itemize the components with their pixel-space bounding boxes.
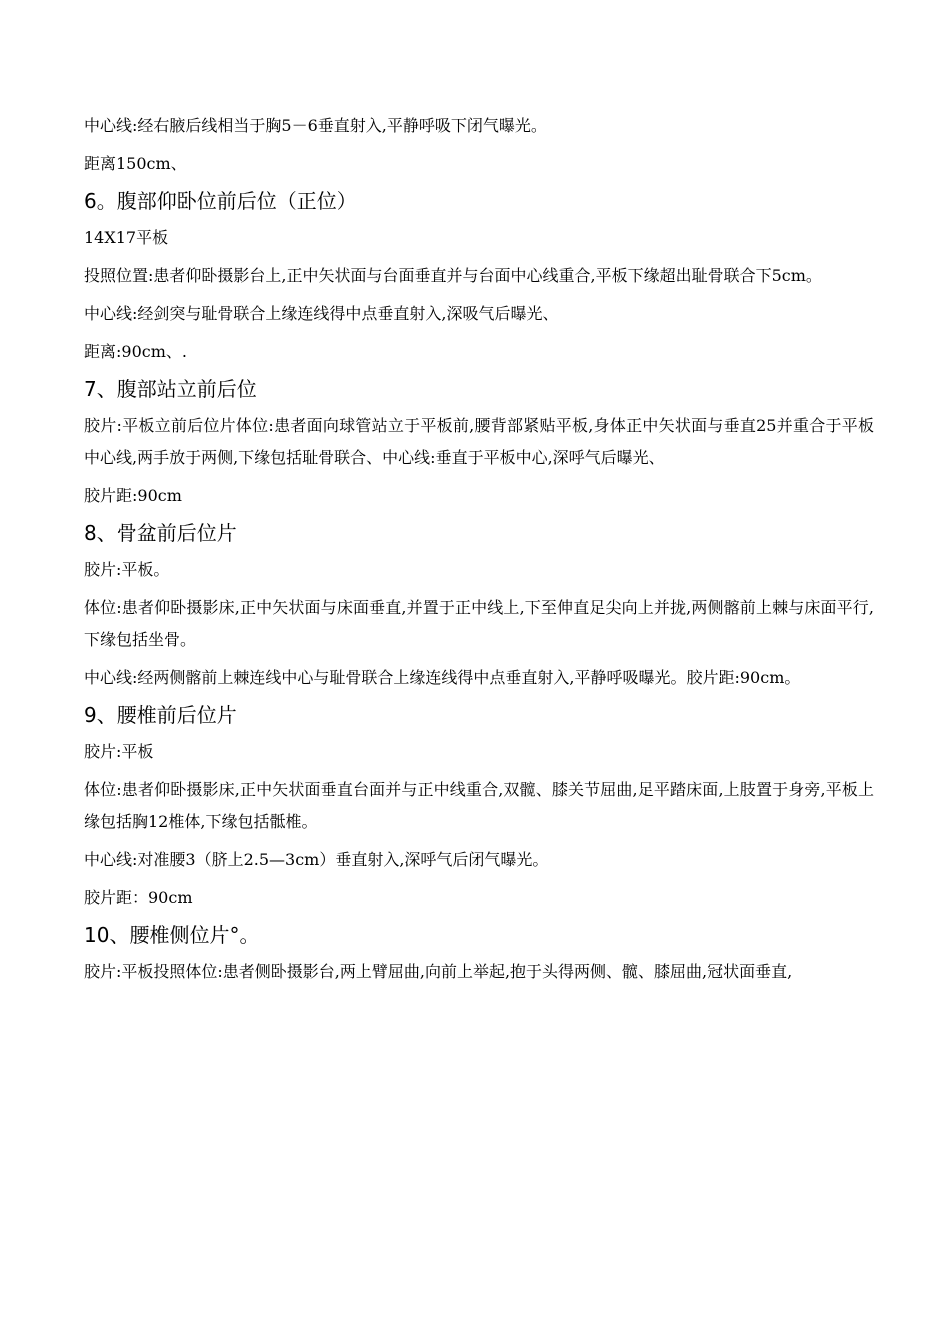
paragraph: 14X17平板 (84, 228, 169, 247)
paragraph: 中心线:对准腰3（脐上2.5—3cm）垂直射入,深呼气后闭气曝光。 (84, 850, 549, 869)
paragraph: 中心线:经剑突与耻骨联合上缘连线得中点垂直射入,深吸气后曝光、 (84, 304, 559, 323)
section-heading: 6。腹部仰卧位前后位（正位） (84, 189, 357, 213)
paragraph: 胶片:平板投照体位:患者侧卧摄影台,两上臂屈曲,向前上举起,抱于头得两侧、髋、膝屈曲,冠状面垂直, (84, 962, 793, 981)
paragraph: 胶片:平板。 (84, 560, 170, 579)
document-page (84, 110, 874, 994)
paragraph: 体位:患者仰卧摄影床,正中矢状面垂直台面并与正中线重合,双髋、膝关节屈曲,足平踏床面,上肢置于身旁,平板上缘包括胸12椎体,下缘包括骶椎。 (84, 780, 874, 831)
section-heading: 10、腰椎侧位片°。 (84, 923, 260, 947)
section-heading: 9、腰椎前后位片 (84, 703, 237, 727)
paragraph: 中心线:经两侧髂前上棘连线中心与耻骨联合上缘连线得中点垂直射入,平静呼吸曝光。胶片距:90cm。 (84, 668, 801, 687)
paragraph: 距离:90cm、. (84, 342, 187, 361)
paragraph: 中心线:经右腋后线相当于胸5－6垂直射入,平静呼吸下闭气曝光。 (84, 116, 547, 135)
paragraph: 体位:患者仰卧摄影床,正中矢状面与床面垂直,并置于正中线上,下至伸直足尖向上并拢,两侧髂前上棘与床面平行,下缘包括坐骨。 (84, 598, 874, 649)
paragraph: 胶片:平板立前后位片体位:患者面向球管站立于平板前,腰背部紧贴平板,身体正中矢状面与垂直25并重合于平板中心线,两手放于两侧,下缘包括耻骨联合、中心线:垂直于平板中心,深呼气后曝光、 (84, 416, 874, 467)
paragraph: 胶片距：90cm (84, 888, 193, 907)
paragraph: 投照位置:患者仰卧摄影台上,正中矢状面与台面垂直并与台面中心线重合,平板下缘超出耻骨联合下5cm。 (84, 266, 822, 285)
section-heading: 7、腹部站立前后位 (84, 377, 257, 401)
section-heading: 8、骨盆前后位片 (84, 521, 237, 545)
paragraph: 胶片距:90cm (84, 486, 182, 505)
paragraph: 胶片:平板 (84, 742, 154, 761)
paragraph: 距离150cm、 (84, 154, 187, 173)
